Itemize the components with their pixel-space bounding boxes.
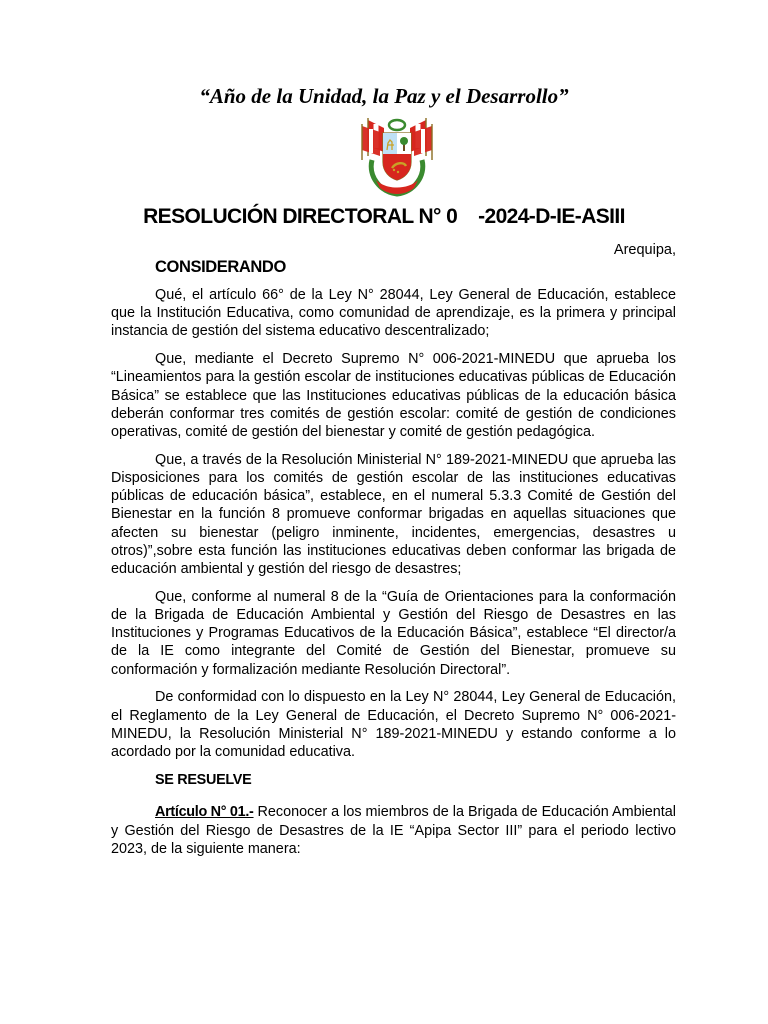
considerando-paragraph: Qué, el artículo 66° de la Ley N° 28044, Ley General de Educación, establece que la Institución Educativa, como comunidad de aprendizaje, es la primera y principal instancia de gestión del sistema educativo descentralizado; — [111, 287, 676, 340]
resolution-title: RESOLUCIÓN DIRECTORAL N° 0 -2024-D-IE-ASIII — [143, 205, 625, 228]
considerando-heading: CONSIDERANDO — [155, 258, 286, 276]
considerando-paragraph: De conformidad con lo dispuesto en la Ley N° 28044, Ley General de Educación, el Reglamento de la Ley General de Educación, el Decreto Supremo N° 006-2021-MINEDU, la Resolución Ministerial N° 189-2021-MINEDU y estando conforme a lo acordado por la comunidad educativa. — [111, 689, 676, 761]
considerando-paragraph: Que, mediante el Decreto Supremo N° 006-2021-MINEDU que aprueba los “Lineamientos para la gestión escolar de instituciones educativas públicas de Educación Básica” se establece que las Instituciones educativas públicas de la educación básica deberán conformar tres comités de gestión escolar: comité de gestión de condiciones operativas, comité de gestión del bienestar y comité de gestión pedagógica. — [111, 351, 676, 441]
se-resuelve-heading: SE RESUELVE — [155, 772, 252, 789]
year-motto: “Año de la Unidad, la Paz y el Desarrollo” — [199, 84, 569, 108]
article-1-paragraph — [111, 803, 676, 858]
considerando-paragraph: Que, a través de la Resolución Ministerial N° 189-2021-MINEDU que aprueba las Disposiciones para los comités de gestión escolar de las instituciones educativas públicas de educación básica”, establece, en el numeral 5.3.3 Comité de Gestión del Bienestar en la función 8 promueve conformar brigadas en aquellas situaciones que afecten su bienestar (peligro inminente, incidentes, emergencias, desastres u otros)”,sobre esta función las instituciones educativas deben conformar las brigada de educación ambiental y gestión del riesgo de desastres; — [111, 451, 676, 578]
document-body — [111, 286, 676, 868]
considerando-paragraph: Que, conforme al numeral 8 de la “Guía de Orientaciones para la conformación de la Brigada de Educación Ambiental y Gestión del Riesgo de Desastres en las Instituciones y Programas Educativos de la Educación Básica”, establece “El director/a de la IE como integrante del Comité de Gestión del Bienestar, promueve su conformación y formalización mediante Resolución Directoral”. — [111, 588, 676, 678]
peru-coat-of-arms-icon — [354, 116, 440, 200]
article-1-label: Artículo N° 01.- — [155, 804, 254, 821]
place-date: Arequipa, — [613, 242, 676, 258]
article-1-text: Reconocer a los miembros de la Brigada de Educación Ambiental y Gestión del Riesgo de Desastres de la IE “Apipa Sector III” para el periodo lectivo 2023, de la siguiente manera: — [111, 804, 676, 857]
